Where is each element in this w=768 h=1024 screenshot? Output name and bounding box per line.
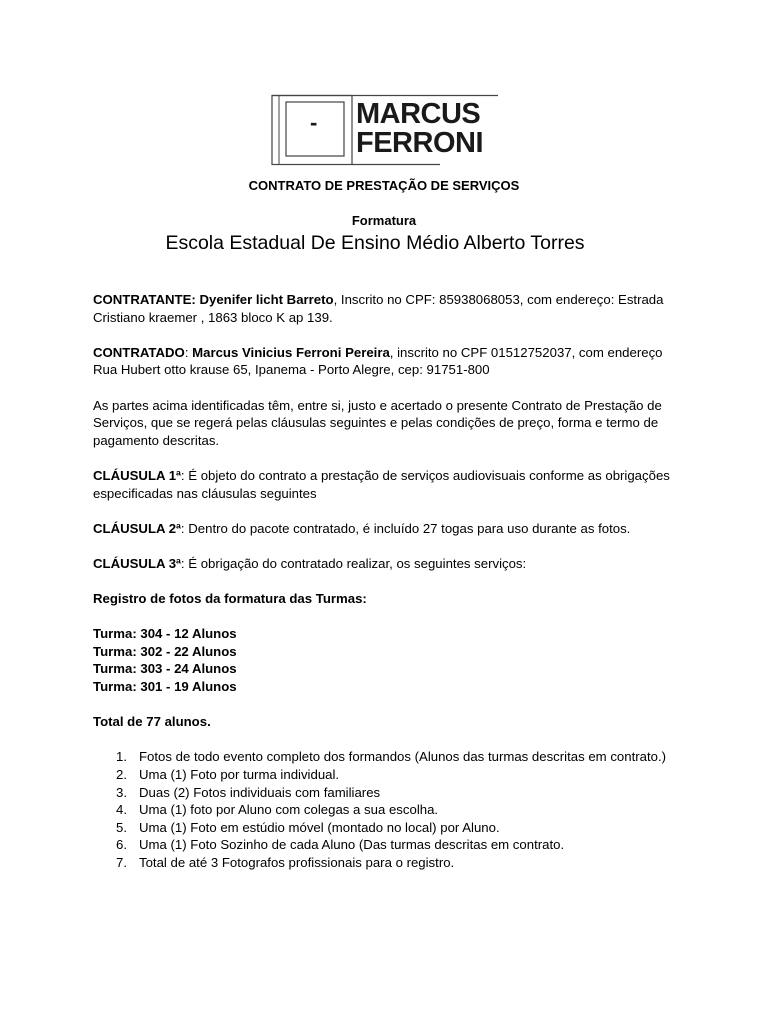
list-item-text: Total de até 3 Fotografos profissionais para o registro. — [139, 855, 455, 870]
services-list — [93, 748, 683, 871]
company-logo — [270, 94, 500, 166]
list-item-text: Uma (1) Foto em estúdio móvel (montado no local) por Aluno. — [139, 819, 500, 835]
turma-text: Turma: 304 - 12 Alunos — [93, 626, 237, 642]
intro-paragraph: As partes acima identificadas têm, entre si, justo e acertado o presente Contrato de Prestação de Serviços, que se regerá pelas cláusulas seguintes e pelas condições de preço, forma e termo de pagamento descritas. — [93, 397, 662, 448]
list-item — [93, 801, 683, 819]
list-item-text: Fotos de todo evento completo dos formandos (Alunos das turmas descritas em contrato.) — [139, 749, 667, 765]
list-item-number: 3. — [116, 784, 127, 800]
list-item — [93, 819, 683, 837]
list-item-number: 1. — [116, 749, 127, 765]
document-title: CONTRATO DE PRESTAÇÃO DE SERVIÇOS — [248, 178, 520, 193]
clause-2 — [93, 520, 683, 538]
turma-item — [93, 643, 683, 661]
list-item-number: 5. — [116, 819, 127, 835]
contratado-separator: : — [184, 344, 193, 360]
logo-text-line1: MARCUS — [356, 98, 481, 130]
list-item-text: Uma (1) Foto Sozinho de cada Aluno (Das turmas descritas em contrato. — [139, 837, 565, 853]
turma-text: Turma: 302 - 22 Alunos — [93, 643, 237, 659]
contratante-name: Dyenifer licht Barreto — [199, 292, 334, 307]
contratante-label: CONTRATANTE: — [93, 292, 196, 307]
contratado-name: Marcus Vinicius Ferroni Pereira — [192, 344, 390, 360]
list-item-text: Uma (1) foto por Aluno com colegas a sua escolha. — [139, 802, 439, 818]
list-item — [93, 748, 683, 766]
list-item-number: 2. — [116, 767, 127, 783]
clause-3 — [93, 555, 683, 573]
total-students-text: Total de 77 alunos. — [93, 714, 211, 730]
clause-2-text: : Dentro do pacote contratado, é incluído 27 togas para uso durante as fotos. — [180, 520, 631, 536]
clause-1-text: : É objeto do contrato a prestação de serviços audiovisuais conforme as obrigações especificadas nas cláusulas seguintes — [93, 467, 670, 501]
registro-heading-text: Registro de fotos da formatura das Turmas: — [93, 591, 367, 607]
turma-item — [93, 625, 683, 643]
total-students — [93, 713, 683, 731]
turma-text: Turma: 301 - 19 Alunos — [93, 679, 237, 695]
contratante-paragraph — [93, 291, 683, 326]
contratado-paragraph — [93, 344, 683, 379]
clause-1 — [93, 467, 683, 502]
list-item-text: Duas (2) Fotos individuais com familiares — [139, 784, 381, 800]
list-item-number: 7. — [116, 855, 127, 870]
list-item — [93, 784, 683, 802]
turma-item — [93, 678, 683, 696]
clause-3-text: : É obrigação do contratado realizar, os seguintes serviços: — [180, 555, 527, 571]
turma-text: Turma: 303 - 24 Alunos — [93, 661, 237, 677]
list-item-number: 4. — [116, 802, 127, 818]
document-subtitle: Formatura — [351, 213, 417, 228]
clause-1-label: CLÁUSULA 1ª — [93, 467, 181, 483]
logo-dash: - — [310, 110, 318, 135]
list-item — [93, 854, 683, 872]
turma-item — [93, 660, 683, 678]
list-item-text: Uma (1) Foto por turma individual. — [139, 767, 340, 783]
list-item — [93, 766, 683, 784]
list-item — [93, 836, 683, 854]
clause-3-label: CLÁUSULA 3ª — [93, 555, 181, 571]
school-name: Escola Estadual De Ensino Médio Alberto Torres — [165, 232, 585, 254]
logo-text-line2: FERRONI — [356, 127, 483, 159]
clause-2-label: CLÁUSULA 2ª — [93, 520, 181, 536]
contratado-details: , inscrito no CPF 01512752037, com endereço Rua Hubert otto krause 65, Ipanema - Porto Alegre, cep: 91751-800 — [93, 344, 663, 378]
list-item-number: 6. — [116, 837, 127, 853]
contratado-label: CONTRATADO — [93, 344, 185, 360]
contract-body — [93, 291, 683, 872]
registro-heading — [93, 590, 683, 608]
contratante-details: , Inscrito no CPF: 85938068053, com endereço: Estrada Cristiano kraemer , 1863 bloco K ap 139. — [93, 292, 664, 325]
